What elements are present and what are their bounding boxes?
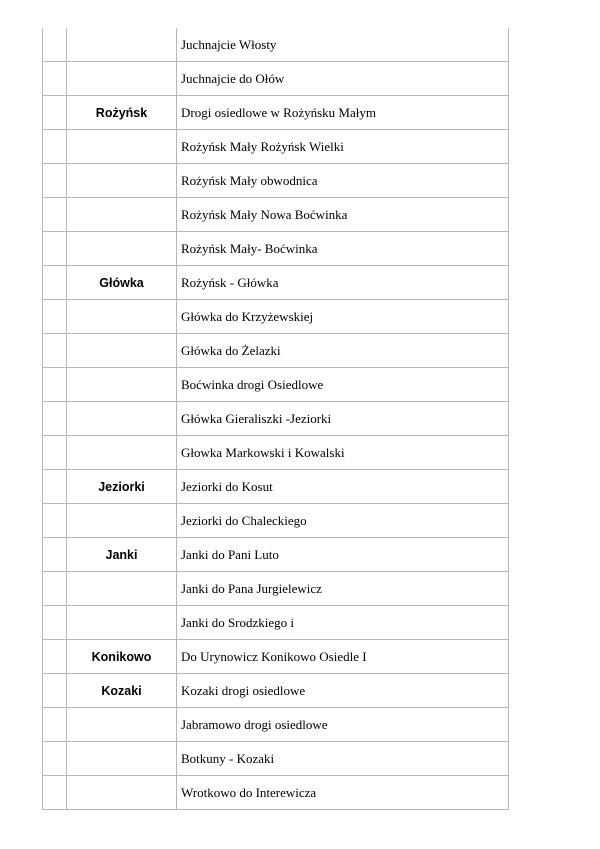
- road-name-cell: Boćwinka drogi Osiedlowe: [177, 368, 509, 402]
- road-name-cell: Jeziorki do Kosut: [177, 470, 509, 504]
- table-row: [43, 232, 509, 266]
- row-number-cell: [43, 300, 67, 334]
- table-row: [43, 198, 509, 232]
- road-name-cell: Drogi osiedlowe w Rożyńsku Małym: [177, 96, 509, 130]
- row-number-cell: [43, 266, 67, 300]
- road-name-cell: Janki do Srodzkiego i: [177, 606, 509, 640]
- locality-cell: [67, 130, 177, 164]
- road-name-cell: Rożyńsk Mały Rożyńsk Wielki: [177, 130, 509, 164]
- row-number-cell: [43, 164, 67, 198]
- table-row: [43, 164, 509, 198]
- road-name-cell: Rożyńsk Mały- Boćwinka: [177, 232, 509, 266]
- table-row: [43, 368, 509, 402]
- road-name-cell: Główka do Krzyżewskiej: [177, 300, 509, 334]
- roads-table: [42, 28, 509, 810]
- locality-cell: Rożyńsk: [67, 96, 177, 130]
- table-row: [43, 674, 509, 708]
- row-number-cell: [43, 640, 67, 674]
- road-name-cell: Główka Gieraliszki -Jeziorki: [177, 402, 509, 436]
- row-number-cell: [43, 742, 67, 776]
- table-row: [43, 708, 509, 742]
- table-row: [43, 606, 509, 640]
- locality-cell: [67, 742, 177, 776]
- roads-table-body: [43, 28, 509, 810]
- row-number-cell: [43, 708, 67, 742]
- table-row: [43, 504, 509, 538]
- table-row: [43, 776, 509, 810]
- locality-cell: Główka: [67, 266, 177, 300]
- row-number-cell: [43, 606, 67, 640]
- road-name-cell: Janki do Pani Luto: [177, 538, 509, 572]
- road-name-cell: Do Urynowicz Konikowo Osiedle I: [177, 640, 509, 674]
- locality-cell: [67, 776, 177, 810]
- row-number-cell: [43, 198, 67, 232]
- table-row: [43, 62, 509, 96]
- road-name-cell: Kozaki drogi osiedlowe: [177, 674, 509, 708]
- table-row: [43, 436, 509, 470]
- locality-cell: Jeziorki: [67, 470, 177, 504]
- locality-cell: [67, 402, 177, 436]
- road-name-cell: Główka do Żelazki: [177, 334, 509, 368]
- table-row: [43, 130, 509, 164]
- locality-cell: [67, 334, 177, 368]
- table-row: [43, 640, 509, 674]
- row-number-cell: [43, 368, 67, 402]
- road-name-cell: Botkuny - Kozaki: [177, 742, 509, 776]
- table-row: [43, 538, 509, 572]
- locality-cell: [67, 572, 177, 606]
- locality-cell: [67, 28, 177, 62]
- row-number-cell: [43, 674, 67, 708]
- table-row: [43, 266, 509, 300]
- locality-cell: Janki: [67, 538, 177, 572]
- row-number-cell: [43, 28, 67, 62]
- row-number-cell: [43, 402, 67, 436]
- locality-cell: [67, 606, 177, 640]
- row-number-cell: [43, 232, 67, 266]
- row-number-cell: [43, 334, 67, 368]
- table-row: [43, 96, 509, 130]
- road-name-cell: Rożyńsk Mały Nowa Boćwinka: [177, 198, 509, 232]
- road-name-cell: Rożyńsk - Główka: [177, 266, 509, 300]
- table-row: [43, 300, 509, 334]
- table-row: [43, 28, 509, 62]
- row-number-cell: [43, 130, 67, 164]
- locality-cell: [67, 198, 177, 232]
- locality-cell: [67, 62, 177, 96]
- road-name-cell: Jeziorki do Chaleckiego: [177, 504, 509, 538]
- locality-cell: Kozaki: [67, 674, 177, 708]
- locality-cell: [67, 708, 177, 742]
- road-name-cell: Janki do Pana Jurgielewicz: [177, 572, 509, 606]
- locality-cell: [67, 164, 177, 198]
- table-row: [43, 402, 509, 436]
- row-number-cell: [43, 436, 67, 470]
- road-name-cell: Głowka Markowski i Kowalski: [177, 436, 509, 470]
- road-name-cell: Wrotkowo do Interewicza: [177, 776, 509, 810]
- row-number-cell: [43, 96, 67, 130]
- row-number-cell: [43, 62, 67, 96]
- row-number-cell: [43, 538, 67, 572]
- locality-cell: [67, 232, 177, 266]
- row-number-cell: [43, 572, 67, 606]
- table-row: [43, 334, 509, 368]
- locality-cell: [67, 504, 177, 538]
- table-row: [43, 742, 509, 776]
- table-row: [43, 470, 509, 504]
- road-name-cell: Juchnajcie do Ołów: [177, 62, 509, 96]
- road-name-cell: Jabramowo drogi osiedlowe: [177, 708, 509, 742]
- row-number-cell: [43, 776, 67, 810]
- locality-cell: [67, 368, 177, 402]
- locality-cell: [67, 300, 177, 334]
- row-number-cell: [43, 504, 67, 538]
- row-number-cell: [43, 470, 67, 504]
- road-name-cell: Juchnajcie Włosty: [177, 28, 509, 62]
- locality-cell: Konikowo: [67, 640, 177, 674]
- table-row: [43, 572, 509, 606]
- road-name-cell: Rożyńsk Mały obwodnica: [177, 164, 509, 198]
- locality-cell: [67, 436, 177, 470]
